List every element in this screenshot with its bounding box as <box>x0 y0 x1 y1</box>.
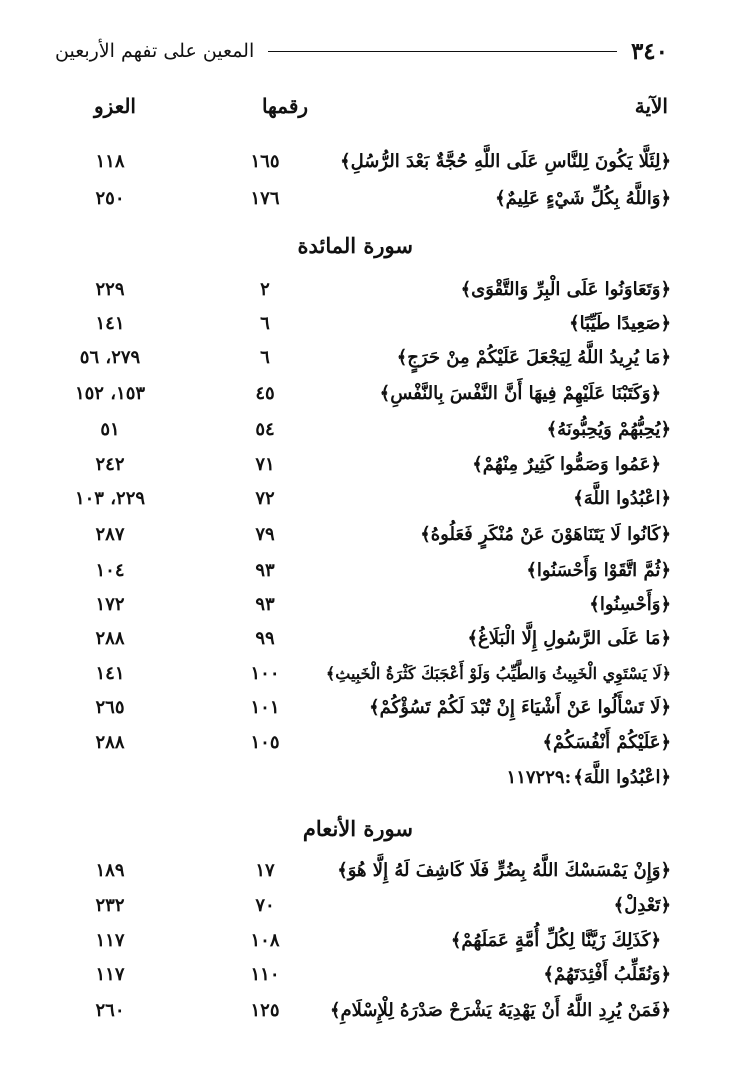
column-header-reference: العزو <box>94 94 136 118</box>
reference: ٢٨٨ <box>95 628 125 649</box>
table-row <box>0 484 743 514</box>
table-row <box>0 379 743 409</box>
ayah-number: ٥٤ <box>255 419 275 440</box>
ayah-number: ١٧ <box>255 860 275 881</box>
reference: ٢٥٠ <box>95 188 125 209</box>
ayah-text: ﴿عَمُوا وَصَمُّوا كَثِيرٌ مِنْهُمْ﴾ <box>472 454 661 475</box>
ayah-text: ﴿وَأَحْسِنُوا﴾ <box>589 594 671 615</box>
ayah-number: ٦ <box>260 313 270 334</box>
table-row <box>0 556 743 586</box>
ayah-text: ﴿كَانُوا لَا يَتَنَاهَوْنَ عَنْ مُنْكَرٍ فَعَلُوهُ﴾ <box>420 524 671 545</box>
ayah-quote: ﴿اعْبُدُوا اللَّهَ﴾ <box>573 767 671 788</box>
ayah-number: ١٠٠ <box>250 663 280 684</box>
ayah-number: ٧٢ <box>255 488 275 509</box>
ayah-number: ٦ <box>260 347 270 368</box>
reference: ١٤١ <box>95 663 125 684</box>
reference: ٢٢٩، ١٠٣ <box>74 488 146 509</box>
reference: ١٤١ <box>95 313 125 334</box>
ayah-text: ﴿وَتَعَاوَنُوا عَلَى الْبِرِّ وَالتَّقْوَى﴾ <box>460 279 671 300</box>
ayah-number: ٤٥ <box>255 383 275 404</box>
ayah-number: ٩٣ <box>255 594 275 615</box>
ayah-text: ﴿وَكَتَبْنَا عَلَيْهِمْ فِيهَا أَنَّ النَّفْسَ بِالنَّفْسِ﴾ <box>379 383 661 404</box>
table-row <box>0 856 743 886</box>
table-row <box>0 450 743 480</box>
table-row <box>0 693 743 723</box>
table-row <box>0 960 743 990</box>
reference: ٢٨٧ <box>95 524 125 545</box>
reference: ٢٦٥ <box>95 697 125 718</box>
reference: ٢٤٢ <box>95 454 125 475</box>
ayah-text: ﴿اعْبُدُوا اللَّهَ﴾ <box>573 488 671 509</box>
reference: ١٠٤ <box>95 560 125 581</box>
reference: ٢٦٠ <box>95 1000 125 1021</box>
reference: ٢٨٨ <box>95 732 125 753</box>
table-row <box>0 728 743 758</box>
reference: ٥١ <box>100 419 120 440</box>
table-row <box>0 184 743 214</box>
ayah-text: ﴿وَاللَّهُ بِكُلِّ شَيْءٍ عَلِيمٌ﴾ <box>495 188 671 209</box>
ayah-text: ﴿تَعْدِلْ﴾ <box>613 895 671 916</box>
table-row <box>0 520 743 550</box>
ayah-text: ﴿كَذَلِكَ زَيَّنَّا لِكُلِّ أُمَّةٍ عَمَلَهُمْ﴾ <box>450 930 661 951</box>
table-row <box>0 763 743 793</box>
ayah-number: ١٠٨ <box>250 930 280 951</box>
table-row <box>0 926 743 956</box>
ayah-number: ١٠١ <box>250 697 280 718</box>
ayah-text: ﴿ثُمَّ اتَّقَوْا وَأَحْسَنُوا﴾ <box>526 560 671 581</box>
ayah-number: ٧٠ <box>255 895 275 916</box>
ayah-text: ﴿مَا عَلَى الرَّسُولِ إِلَّا الْبَلَاغُ﴾ <box>467 628 671 649</box>
reference: ١٨٩ <box>95 860 125 881</box>
section-title-anam: سورة الأنعام <box>302 816 413 841</box>
ayah-number: ١١٠ <box>250 964 280 985</box>
reference: ١٧٢ <box>95 594 125 615</box>
ayah-text: ﴿لَا تَسْأَلُوا عَنْ أَشْيَاءَ إِنْ تُبْدَ لَكُمْ تَسُؤْكُمْ﴾ <box>369 697 671 718</box>
table-row <box>0 659 743 689</box>
reference: ١٥٣، ١٥٢ <box>74 383 146 404</box>
table-row <box>0 415 743 445</box>
table-row <box>0 343 743 373</box>
table-row <box>0 309 743 339</box>
ayah-text: ﴿وَإِنْ يَمْسَسْكَ اللَّهُ بِضُرٍّ فَلَا كَاشِفَ لَهُ إِلَّا هُوَ﴾ <box>337 860 671 881</box>
ayah-number: ١٠٥ <box>250 732 280 753</box>
section-title-maida: سورة المائدة <box>297 233 413 258</box>
reference: ٢٣٢ <box>95 895 125 916</box>
ayah-number: ٩٣ <box>255 560 275 581</box>
ayah-number: ٧١ <box>255 454 275 475</box>
table-row <box>0 275 743 305</box>
ayah-text: ﴿عَلَيْكُمْ أَنْفُسَكُمْ﴾ <box>542 732 671 753</box>
table-row <box>0 147 743 177</box>
ayah-number: ٩٩ <box>255 628 275 649</box>
ayah-number: ٢ <box>260 279 270 300</box>
ayah-text <box>507 763 671 793</box>
table-row <box>0 996 743 1026</box>
book-title: المعين على تفهم الأربعين <box>55 40 255 62</box>
ayah-number: ١٢٥ <box>250 1000 280 1021</box>
ayah-text: ﴿لِئَلَّا يَكُونَ لِلنَّاسِ عَلَى اللَّهِ حُجَّةٌ بَعْدَ الرُّسُلِ﴾ <box>340 151 671 172</box>
ayah-text: ﴿وَنُقَلِّبُ أَفْئِدَتَهُمْ﴾ <box>543 964 671 985</box>
table-row <box>0 624 743 654</box>
ayah-number: ١٦٥ <box>250 151 280 172</box>
ayah-text: ﴿فَمَنْ يُرِدِ اللَّهُ أَنْ يَهْدِيَهُ يَشْرَحْ صَدْرَهُ لِلْإِسْلَامِ﴾ <box>329 1000 671 1021</box>
reference: ١١٨ <box>95 151 125 172</box>
inline-reference: :١١٧٢٢٩ <box>506 767 572 788</box>
ayah-text: ﴿مَا يُرِيدُ اللَّهُ لِيَجْعَلَ عَلَيْكُمْ مِنْ حَرَجٍ﴾ <box>396 347 671 368</box>
ayah-number: ١٧٦ <box>250 188 280 209</box>
ayah-text: ﴿لَا يَسْتَوِي الْخَبِيثُ وَالطَّيِّبُ وَلَوْ أَعْجَبَكَ كَثْرَةُ الْخَبِيثِ﴾ <box>325 664 671 683</box>
page-number: ٣٤٠ <box>630 37 668 65</box>
reference: ١١٧ <box>95 964 125 985</box>
column-header-ayah: الآية <box>634 94 668 118</box>
reference: ٢٢٩ <box>95 279 125 300</box>
column-header-number: رقمها <box>261 94 309 118</box>
page-header <box>55 36 668 66</box>
table-row <box>0 891 743 921</box>
ayah-text: ﴿يُحِبُّهُمْ وَيُحِبُّونَهُ﴾ <box>546 419 671 440</box>
table-row <box>0 590 743 620</box>
reference: ١١٧ <box>95 930 125 951</box>
header-rule <box>268 51 617 52</box>
ayah-text: ﴿صَعِيدًا طَيِّبًا﴾ <box>569 313 671 334</box>
reference: ٢٧٩، ٥٦ <box>79 347 141 368</box>
ayah-number: ٧٩ <box>255 524 275 545</box>
